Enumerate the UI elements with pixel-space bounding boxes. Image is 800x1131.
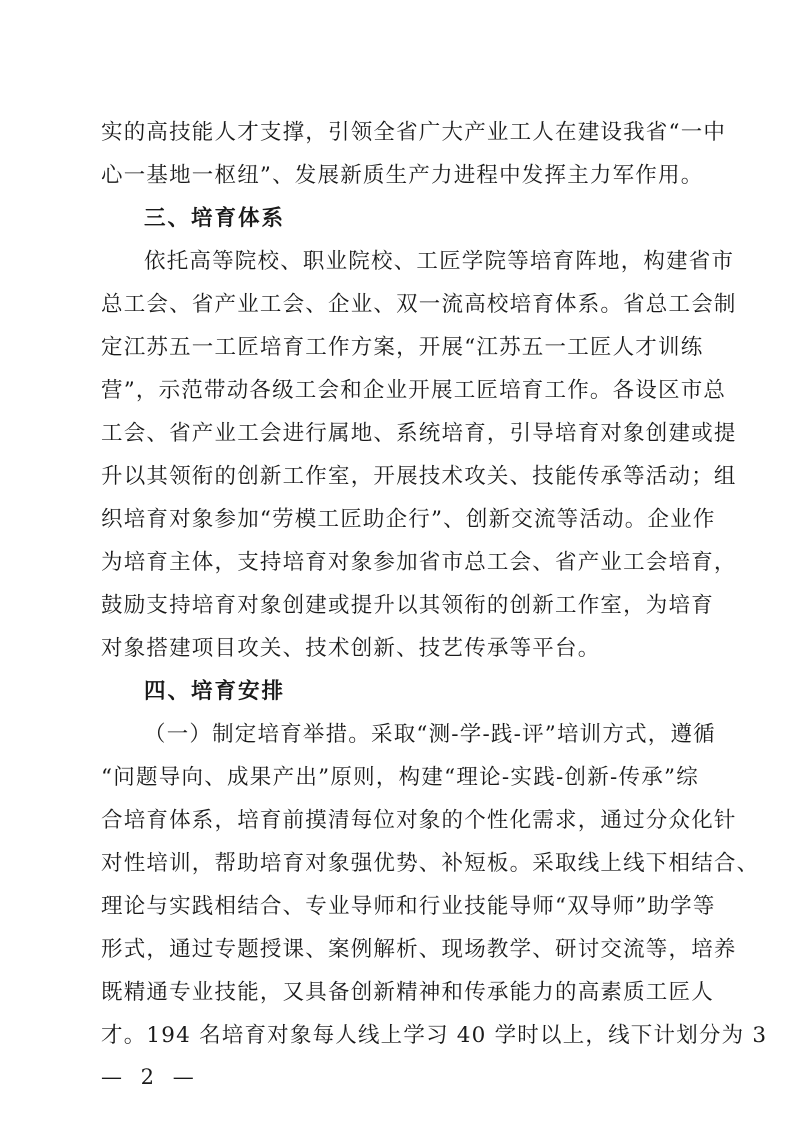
section-heading-training-arrangement: 四、培育安排 xyxy=(144,679,286,704)
page-number: — 2 — xyxy=(101,1065,200,1089)
body-line-7: 营”，示范带动各级工会和企业开展工匠培育工作。各设区市总 xyxy=(101,378,727,403)
body-line-19: 理论与实践相结合、专业导师和行业技能导师“双导师”助学等 xyxy=(101,894,716,919)
body-line-11: 为培育主体，支持培育对象参加省市总工会、省产业工会培育， xyxy=(101,550,737,575)
body-line-10: 织培育对象参加“劳模工匠助企行”、创新交流等活动。企业作 xyxy=(101,507,716,532)
body-line-20: 形式，通过专题授课、案例解析、现场教学、研讨交流等，培养 xyxy=(101,937,737,962)
body-line-4: 依托高等院校、职业院校、工匠学院等培育阵地，构建省市 xyxy=(144,249,735,274)
body-line-22: 才。194 名培育对象每人线上学习 40 学时以上，线下计划分为 3 xyxy=(101,1023,768,1048)
body-line-12: 鼓励支持培育对象创建或提升以其领衔的创新工作室，为培育 xyxy=(101,593,714,618)
body-line-21: 既精通专业技能，又具备创新精神和传承能力的高素质工匠人 xyxy=(101,980,714,1005)
body-line-5: 总工会、省产业工会、企业、双一流高校培育体系。省总工会制 xyxy=(101,292,737,317)
body-line-18: 对性培训，帮助培育对象强优势、补短板。采取线上线下相结合、 xyxy=(101,851,760,876)
body-line-2: 心一基地一枢纽”、发展新质生产力进程中发挥主力军作用。 xyxy=(101,163,704,188)
body-line-6: 定江苏五一工匠培育工作方案，开展“江苏五一工匠人才训练 xyxy=(101,335,704,360)
body-line-17: 合培育体系，培育前摸清每位对象的个性化需求，通过分众化针 xyxy=(101,808,737,833)
body-line-9: 升以其领衔的创新工作室，开展技术攻关、技能传承等活动；组 xyxy=(101,464,737,489)
body-line-8: 工会、省产业工会进行属地、系统培育，引导培育对象创建或提 xyxy=(101,421,737,446)
body-line-16: “问题导向、成果产出”原则，构建“理论-实践-创新-传承”综 xyxy=(101,765,699,790)
body-line-15: （一）制定培育举措。采取“测-学-践-评”培训方式，遵循 xyxy=(144,722,716,747)
body-line-1: 实的高技能人才支撑，引领全省广大产业工人在建设我省“一中 xyxy=(101,120,727,145)
section-heading-training-system: 三、培育体系 xyxy=(144,206,286,231)
body-line-13: 对象搭建项目攻关、技术创新、技艺传承等平台。 xyxy=(101,636,601,661)
